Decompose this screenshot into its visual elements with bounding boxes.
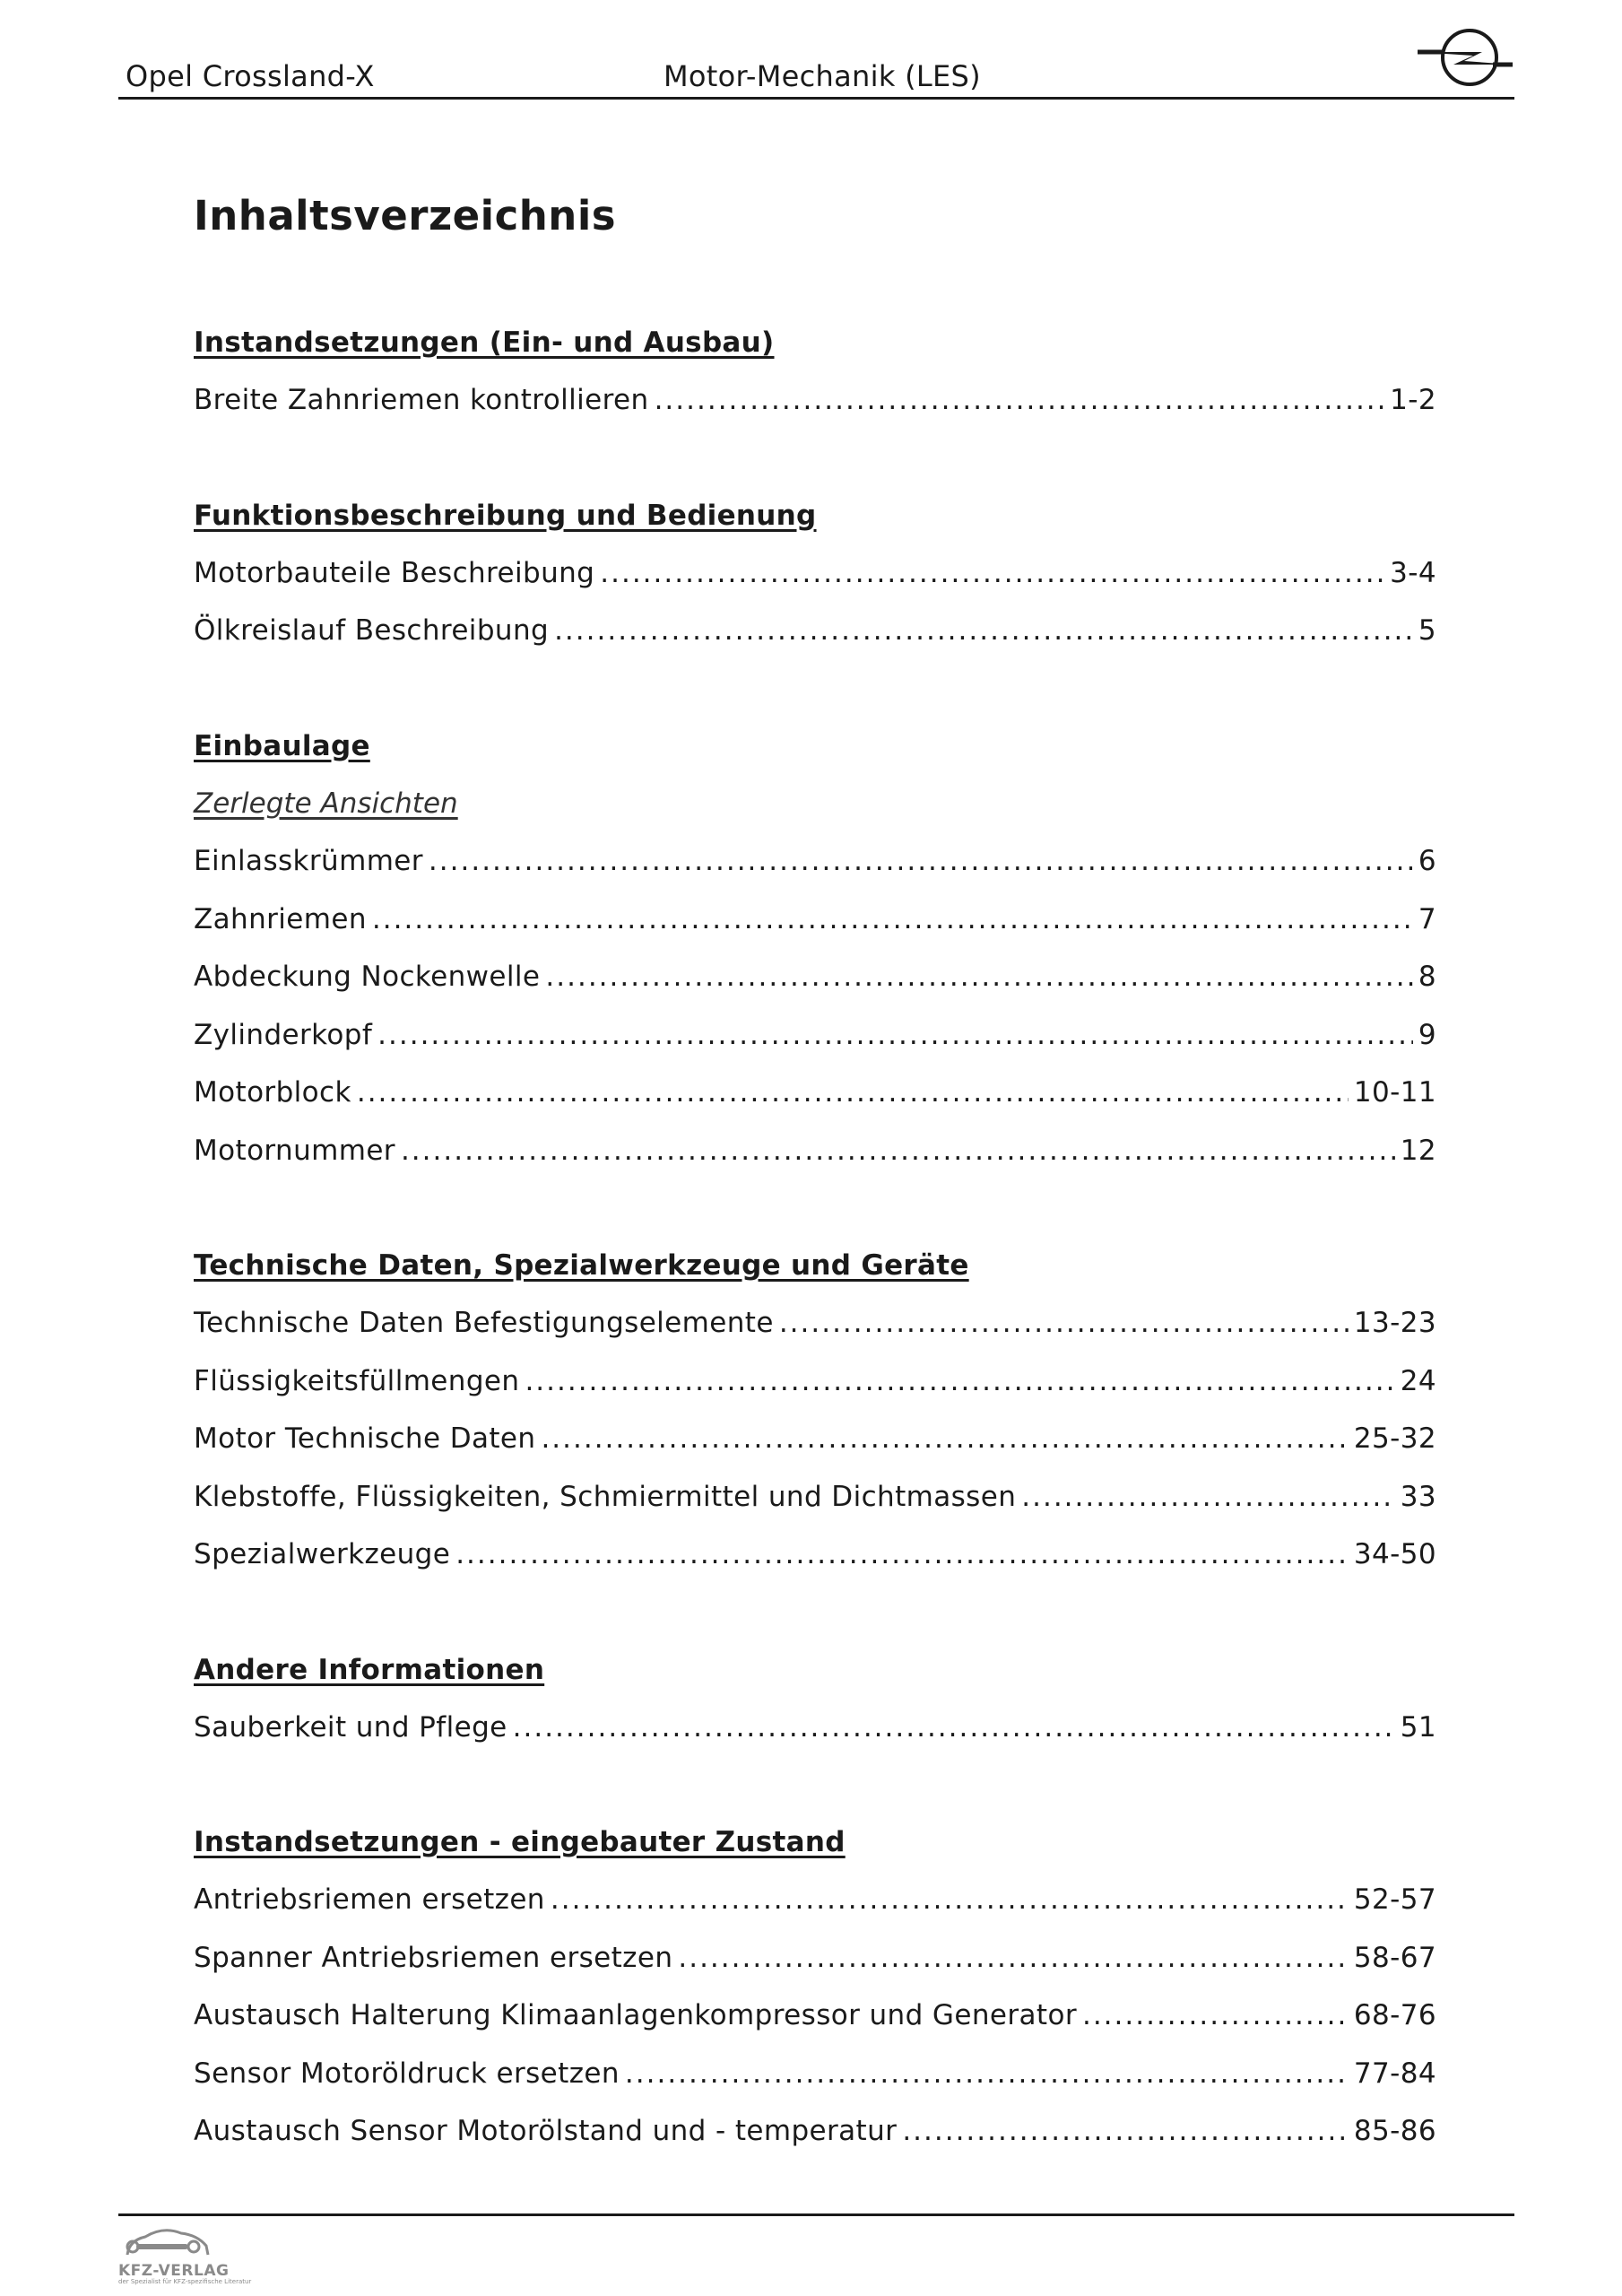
footer-logo-tagline: der Spezialist für KFZ-spezifische Literatur xyxy=(118,2278,252,2285)
toc-entry[interactable] xyxy=(194,602,1436,660)
toc-entry-label: Spanner Antriebsriemen ersetzen xyxy=(194,1941,673,1974)
toc-leader-dots xyxy=(455,1526,1349,1584)
toc-entry-page: 33 xyxy=(1400,1480,1436,1513)
toc-entry-label: Technische Daten Befestigungselemente xyxy=(194,1307,774,1339)
toc-leader-dots xyxy=(678,1929,1349,1987)
car-wrench-logo-icon xyxy=(118,2221,217,2264)
page-title: Inhaltsverzeichnis xyxy=(194,192,617,239)
toc-leader-dots xyxy=(513,1699,1395,1757)
toc-leader-dots xyxy=(525,1352,1394,1411)
section-heading: Technische Daten, Spezialwerkzeuge und Geräte xyxy=(194,1249,969,1282)
toc-entry-page: 85-86 xyxy=(1353,2115,1436,2147)
toc-entry-page: 51 xyxy=(1400,1710,1436,1744)
toc-leader-dots xyxy=(541,1410,1348,1468)
toc-section xyxy=(194,1641,1436,1757)
toc-leader-dots xyxy=(372,891,1413,949)
section-subheading: Zerlegte Ansichten xyxy=(194,787,458,820)
toc-entry-page: 5 xyxy=(1418,614,1436,647)
toc-entry[interactable] xyxy=(194,1122,1436,1180)
toc-leader-dots xyxy=(655,371,1385,430)
toc-entry-label: Antriebsriemen ersetzen xyxy=(194,1883,545,1916)
toc-entry-label: Sensor Motoröldruck ersetzen xyxy=(194,2057,620,2090)
toc-leader-dots xyxy=(1082,1987,1349,2045)
toc-entry[interactable] xyxy=(194,371,1436,430)
toc-entry-page: 3-4 xyxy=(1390,556,1436,589)
toc-leader-dots xyxy=(429,832,1413,891)
toc-section xyxy=(194,487,1436,660)
toc-entry-label: Austausch Sensor Motorölstand und - temperatur xyxy=(194,2115,898,2147)
toc-leader-dots xyxy=(625,2045,1349,2103)
toc-entry[interactable] xyxy=(194,1987,1436,2045)
toc-leader-dots xyxy=(779,1294,1349,1352)
toc-entry-label: Ölkreislauf Beschreibung xyxy=(194,614,550,647)
toc-entry-label: Sauberkeit und Pflege xyxy=(194,1710,507,1744)
toc-entry[interactable] xyxy=(194,1871,1436,1929)
toc-entry[interactable] xyxy=(194,2102,1436,2161)
toc-entry[interactable] xyxy=(194,1006,1436,1065)
toc-entry-label: Klebstoffe, Flüssigkeiten, Schmiermittel und Dichtmassen xyxy=(194,1480,1017,1513)
toc-section xyxy=(194,718,1436,1180)
toc-leader-dots xyxy=(1021,1468,1394,1526)
toc-section xyxy=(194,314,1436,430)
toc-entry-page: 1-2 xyxy=(1390,384,1436,416)
table-of-contents xyxy=(194,314,1436,2218)
toc-entry-page: 34-50 xyxy=(1353,1538,1436,1570)
toc-leader-dots xyxy=(902,2102,1349,2161)
toc-entry[interactable] xyxy=(194,891,1436,949)
toc-section xyxy=(194,1237,1436,1584)
footer-logo xyxy=(118,2221,252,2285)
toc-entry-label: Breite Zahnriemen kontrollieren xyxy=(194,384,649,416)
toc-entry-page: 25-32 xyxy=(1353,1422,1436,1455)
toc-entry-page: 24 xyxy=(1400,1364,1436,1397)
section-heading: Andere Informationen xyxy=(194,1653,545,1686)
toc-entry[interactable] xyxy=(194,1929,1436,1987)
toc-entry[interactable] xyxy=(194,1410,1436,1468)
toc-entry-label: Spezialwerkzeuge xyxy=(194,1538,451,1570)
toc-entry[interactable] xyxy=(194,1064,1436,1122)
toc-entry-page: 8 xyxy=(1418,961,1436,993)
toc-entry-page: 52-57 xyxy=(1353,1883,1436,1916)
toc-entry-page: 58-67 xyxy=(1353,1941,1436,1974)
toc-entry-label: Austausch Halterung Klimaanlagenkompressor und Generator xyxy=(194,1999,1077,2031)
toc-entry-page: 10-11 xyxy=(1353,1076,1436,1109)
toc-entry[interactable] xyxy=(194,948,1436,1006)
toc-entry-label: Abdeckung Nockenwelle xyxy=(194,961,541,993)
toc-entry-page: 9 xyxy=(1418,1018,1436,1051)
toc-entry-label: Motornummer xyxy=(194,1134,395,1167)
toc-entry-label: Zylinderkopf xyxy=(194,1018,373,1051)
section-heading: Instandsetzungen - eingebauter Zustand xyxy=(194,1826,846,1858)
toc-entry[interactable] xyxy=(194,1352,1436,1411)
toc-entry[interactable] xyxy=(194,544,1436,603)
toc-section xyxy=(194,1813,1436,2161)
page-header xyxy=(118,25,1514,100)
toc-entry-label: Einlasskrümmer xyxy=(194,845,423,877)
toc-entry[interactable] xyxy=(194,1468,1436,1526)
toc-entry-label: Motor Technische Daten xyxy=(194,1422,536,1455)
footer-logo-text: KFZ-VERLAG xyxy=(118,2262,230,2280)
header-manual-title: Motor-Mechanik (LES) xyxy=(664,59,981,93)
toc-leader-dots xyxy=(554,602,1413,660)
toc-entry-label: Zahnriemen xyxy=(194,902,367,935)
toc-entry-label: Motorblock xyxy=(194,1076,351,1109)
toc-entry-page: 68-76 xyxy=(1353,1999,1436,2031)
toc-leader-dots xyxy=(401,1122,1395,1180)
section-heading: Einbaulage xyxy=(194,729,370,762)
toc-entry-page: 7 xyxy=(1418,902,1436,935)
toc-entry[interactable] xyxy=(194,1699,1436,1757)
toc-entry-page: 77-84 xyxy=(1353,2057,1436,2090)
toc-entry[interactable] xyxy=(194,1526,1436,1584)
toc-entry-label: Flüssigkeitsfüllmengen xyxy=(194,1364,520,1397)
toc-entry-label: Motorbauteile Beschreibung xyxy=(194,556,595,589)
toc-entry-page: 12 xyxy=(1400,1134,1436,1167)
toc-leader-dots xyxy=(545,948,1412,1006)
toc-entry[interactable] xyxy=(194,2045,1436,2103)
toc-entry-page: 13-23 xyxy=(1353,1307,1436,1339)
toc-leader-dots xyxy=(600,544,1384,603)
footer-divider xyxy=(118,2213,1514,2216)
opel-logo-icon xyxy=(1414,25,1514,95)
toc-leader-dots xyxy=(377,1006,1413,1065)
header-vehicle-name: Opel Crossland-X xyxy=(126,59,375,93)
section-heading: Funktionsbeschreibung und Bedienung xyxy=(194,499,817,532)
toc-entry[interactable] xyxy=(194,832,1436,891)
toc-leader-dots xyxy=(357,1064,1349,1122)
toc-entry[interactable] xyxy=(194,1294,1436,1352)
section-heading: Instandsetzungen (Ein- und Ausbau) xyxy=(194,326,775,359)
toc-entry-page: 6 xyxy=(1418,845,1436,877)
toc-leader-dots xyxy=(551,1871,1349,1929)
